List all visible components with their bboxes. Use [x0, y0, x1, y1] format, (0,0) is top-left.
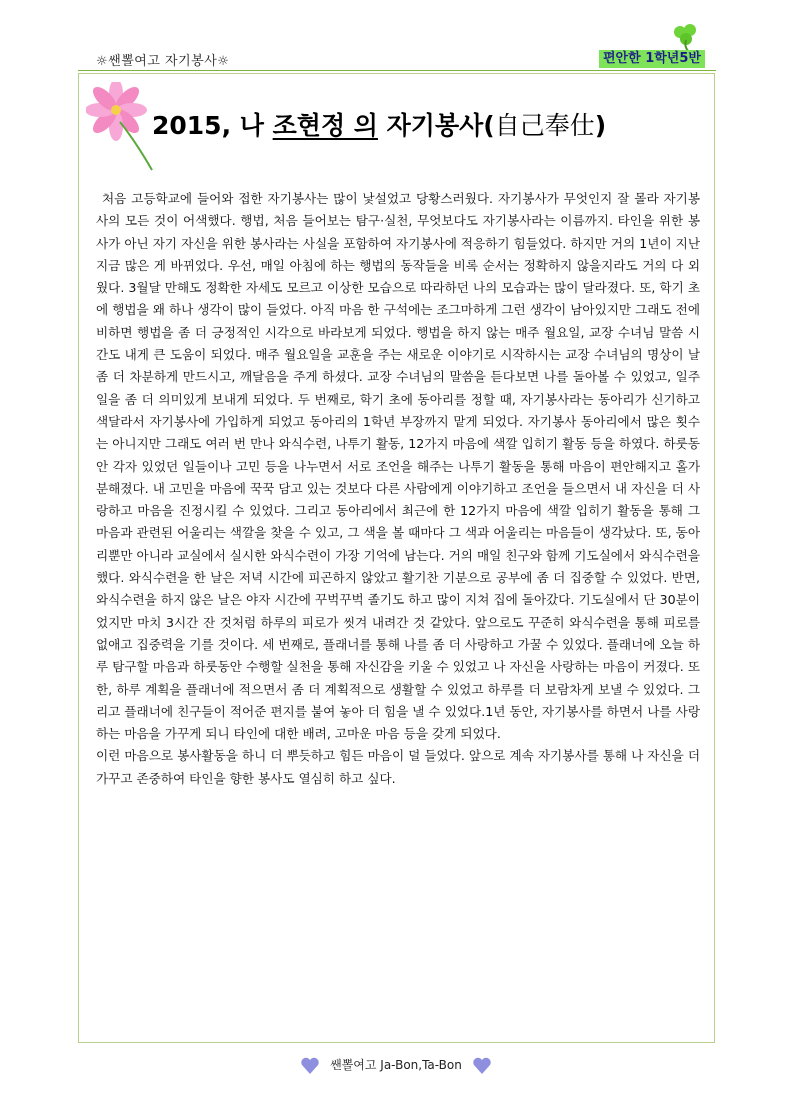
header-school-label: ☼쌘뽈여고 자기봉사☼	[96, 54, 230, 69]
essay-paragraph-2: 이런 마음으로 봉사활동을 하니 더 뿌듯하고 힘든 마음이 덜 들었다. 앞으로 계속 자기봉사를 통해 나 자신을 더 가꾸고 존중하여 타인을 향한 봉사도 열심히 하고 싶다.	[96, 748, 700, 786]
title-student-name: 조현정 의	[272, 111, 378, 140]
page-footer	[0, 1056, 792, 1075]
title-hanja: 自己奉仕	[494, 111, 595, 140]
title-prefix: 2015, 나	[152, 111, 273, 140]
header-divider	[78, 70, 716, 71]
essay-paragraph-1: 처음 고등학교에 들어와 접한 자기봉사는 많이 낯설었고 당황스러웠다. 자기봉사가 무엇인지 잘 몰라 자기봉사의 모든 것이 어색했다. 행법, 처음 들어보는 탐구·실천, 무엇보다도 자기봉사라는 이름까지. 타인을 위한 봉사가 아닌 자기 자신을 위한 봉사라는 사실을 포함하여 자기봉사에 적응하기 힘들었다. 하지만 거의 1년이 지난 지금 많은 게 바뀌었다. 우선, 매일 아침에 하는 행법의 동작들을 비록 순서는 정확하지 않을지라도 거의 다 외웠다. 3월달 만해도 정확한 자세도 모르고 이상한 모습으로 따라하던 나의 모습과는 많이 달라졌다. 또, 학기 초에 행법을 왜 하나 생각이 많이 들었다. 아직 마음 한 구석에는 조그마하게 그런 생각이 남아있지만 그래도 전에 비하면 행법을 좀 더 긍정적인 시각으로 바라보게 되었다. 행법을 하지 않는 매주 월요일, 교장 수녀님 말씀 시간도 내게 큰 도움이 되었다. 매주 월요일을 교훈을 주는 새로운 이야기로 시작하시는 교장 수녀님의 명상이 날 좀 더 차분하게 만드시고, 깨달음을 주게 하셨다. 교장 수녀님의 말씀을 듣다보면 나를 돌아볼 수 있었고, 일주일을 좀 더 의미있게 보내게 되었다. 두 번째로, 학기 초에 동아리를 정할 때, 자기봉사라는 동아리가 신기하고 색달라서 자기봉사에 가입하게 되었고 동아리의 1학년 부장까지 맡게 되었다. 자기봉사 동아리에서 많은 횟수는 아니지만 그래도 여러 번 만나 와식수련, 나투기 활동, 12가지 마음에 색깔 입히기 활동 등을 하였다. 하룻동안 각자 있었던 일들이나 고민 등을 나누면서 서로 조언을 해주는 나투기 활동을 통해 마음이 편안해지고 홀가분해졌다. 내 고민을 마음에 꾹꾹 담고 있는 것보다 다른 사람에게 이야기하고 조언을 들으면서 내 자신을 더 사랑하고 마음을 진정시킬 수 있었다. 그리고 동아리에서 최근에 한 12가지 마음에 색깔 입히기 활동을 통해 그 마음과 관련된 어울리는 색깔을 찾을 수 있고, 그 색을 볼 때마다 그 색과 어울리는 마음들이 생각났다. 또, 동아리뿐만 아니라 교실에서 실시한 와식수련이 가장 기억에 남는다. 거의 매일 친구와 함께 기도실에서 와식수련을 했다. 와식수련을 한 날은 저녁 시간에 피곤하지 않았고 활기찬 기분으로 공부에 좀 더 집중할 수 있었다. 반면, 와식수련을 하지 않은 날은 야자 시간에 꾸벅꾸벅 졸기도 하고 많이 지쳐 집에 돌아갔다. 기도실에서 단 30분이었지만 마치 3시간 잔 것처럼 하루의 피로가 씻겨 내려간 것 같았다. 앞으로도 꾸준히 와식수련을 통해 피로를 없애고 집중력을 기를 것이다. 세 번째로, 플래너를 통해 나를 좀 더 사랑하고 가꿀 수 있었다. 플래너에 오늘 하루 탐구할 마음과 하룻동안 수행할 실천을 통해 자신감을 키울 수 있었고 나 자신을 사랑하는 마음이 커졌다. 또한, 하루 계획을 플래너에 적으면서 좀 더 계획적으로 생활할 수 있었고 하루를 더 보람차게 보낼 수 있었다. 그리고 플래너에 친구들이 적어준 편지를 붙여 놓아 더 힘을 낼 수 있었다.1년 동안, 자기봉사를 하면서 나를 사랑하는 마음을 가꾸게 되니 타인에 대한 배려, 고마운 마음 등을 갖게 되었다.	[96, 191, 700, 742]
title-suffix: 자기봉사(	[377, 111, 495, 140]
essay-body	[96, 188, 700, 790]
header-class-badge: 편안한 1학년5반	[599, 50, 705, 68]
heart-left-icon	[300, 1057, 320, 1075]
clover-icon	[670, 22, 702, 52]
title-close: )	[594, 111, 607, 140]
heart-right-icon	[472, 1057, 492, 1075]
page-title	[152, 106, 606, 142]
footer-text: 쌘뽈여고 Ja-Bon,Ta-Bon	[330, 1058, 462, 1072]
cosmos-flower-icon	[86, 82, 156, 172]
